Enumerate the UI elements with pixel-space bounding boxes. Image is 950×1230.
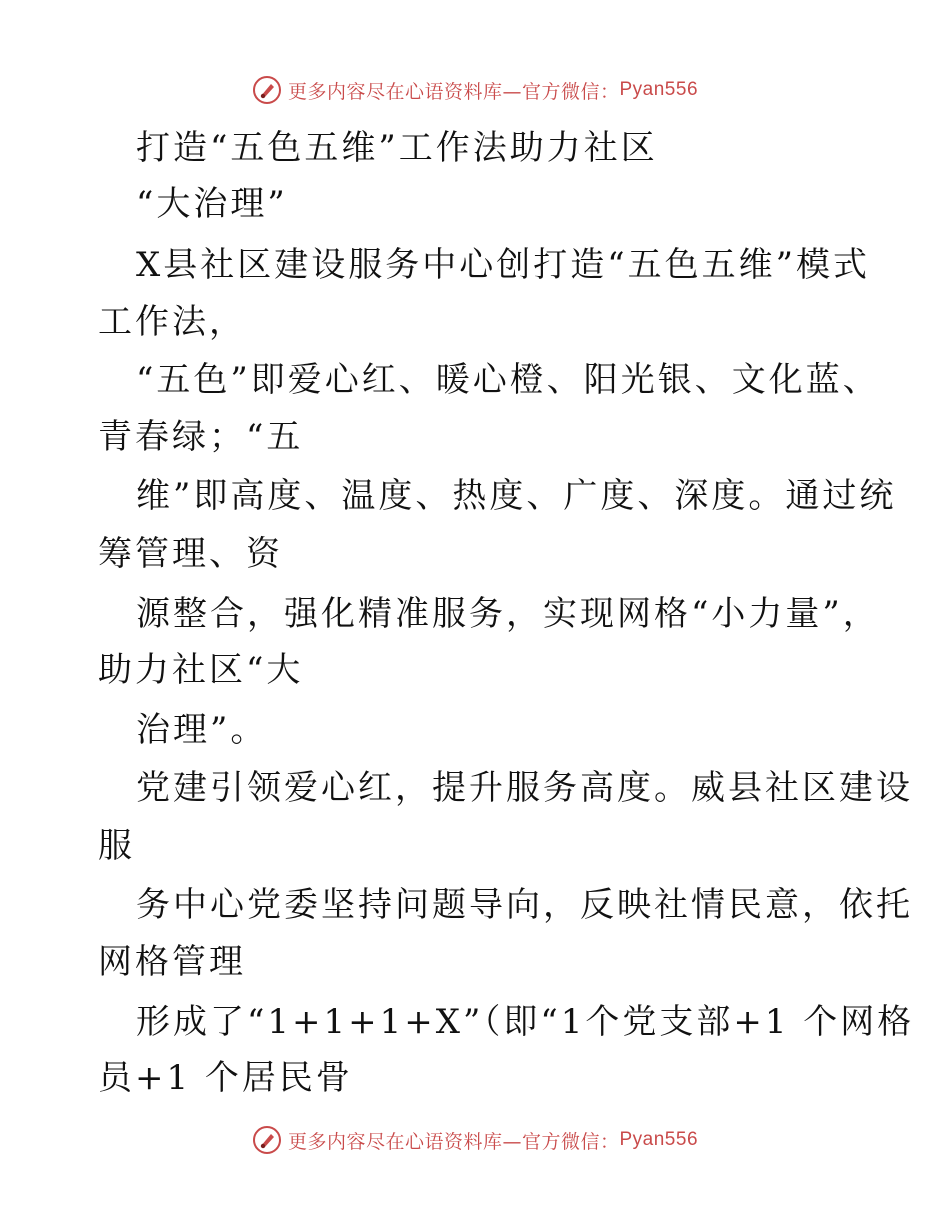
watermark-site-text: 更多内容尽在心语资料库—官方微信： [287, 80, 620, 103]
document-line: 筹管理、资 [98, 534, 283, 574]
watermark-wechat-id: Pyan556 [619, 1129, 699, 1150]
document-line: 维”即高度、温度、热度、广度、深度。通过统 [136, 476, 897, 516]
pen-nib-logo-icon [252, 75, 282, 105]
document-line: 务中心党委坚持问题导向，反映社情民意，依托 [136, 885, 913, 925]
watermark-wechat-id: Pyan556 [619, 79, 699, 100]
document-line: 服 [98, 826, 135, 866]
document-line: 青春绿；“五 [98, 417, 304, 457]
document-line: 源整合，强化精准服务，实现网格“小力量”， [136, 594, 880, 634]
document-line: 治理”。 [136, 710, 268, 750]
document-line: 助力社区“大 [98, 650, 304, 690]
document-line: 形成了“1+1+1+X”（即“1个党支部+1 个网格 [136, 1002, 915, 1042]
document-line: X县社区建设服务中心创打造“五色五维”模式 [136, 245, 870, 285]
document-line: 员+1 个居民骨 [98, 1058, 353, 1098]
document-line: “大治理” [136, 184, 288, 224]
document-line: 网格管理 [98, 942, 246, 982]
document-line: 党建引领爱心红，提升服务高度。威县社区建设 [136, 768, 913, 808]
document-line: 工作法， [98, 302, 246, 342]
watermark-site-text: 更多内容尽在心语资料库—官方微信： [287, 1130, 620, 1153]
document-line: 打造“五色五维”工作法助力社区 [136, 128, 658, 168]
pen-nib-logo-icon [252, 1125, 282, 1155]
footer-watermark [0, 1120, 950, 1160]
document-line: “五色”即爱心红、暖心橙、阳光银、文化蓝、 [136, 360, 880, 400]
header-watermark [0, 70, 950, 110]
